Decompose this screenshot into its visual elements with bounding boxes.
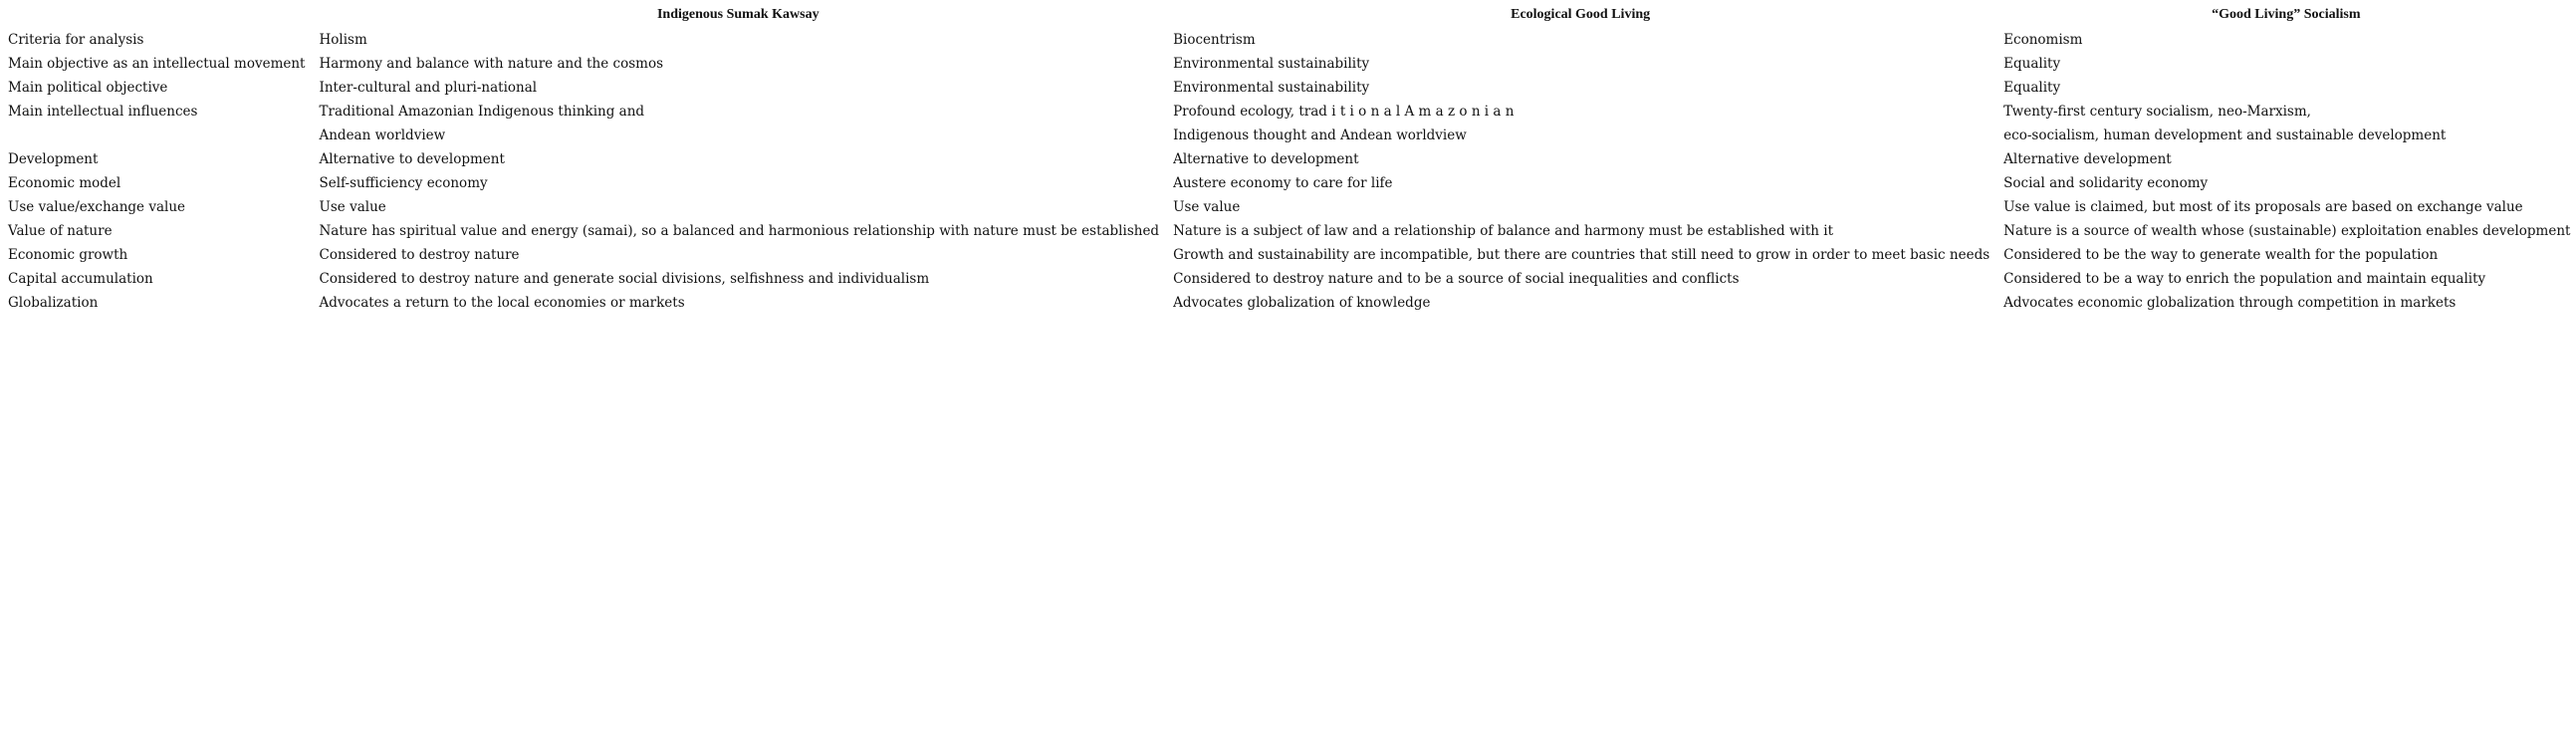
- cell-sumak-kawsay: Traditional Amazonian Indigenous thinking and: [319, 104, 645, 120]
- table-row: [0, 76, 2576, 100]
- cell-socialism: Social and solidarity economy: [2003, 175, 2209, 191]
- table-row: [0, 147, 2576, 171]
- cell-socialism: Alternative development: [2003, 151, 2172, 167]
- cell-ecological: Use value: [1173, 199, 1241, 215]
- row-criterion: Main objective as an intellectual movement: [8, 56, 306, 72]
- comparison-table: [0, 6, 2576, 315]
- table-row: [0, 243, 2576, 267]
- table-header: [0, 6, 2576, 28]
- cell-socialism: Economism: [2003, 32, 2083, 48]
- cell-ecological: Nature is a subject of law and a relationship of balance and harmony must be established with it: [1173, 223, 1834, 239]
- cell-sumak-kawsay: Considered to destroy nature and generate social divisions, selfishness and individualism: [319, 271, 930, 287]
- cell-sumak-kawsay: Considered to destroy nature: [319, 247, 520, 263]
- row-criterion: Economic growth: [8, 247, 128, 263]
- cell-ecological: Advocates globalization of knowledge: [1173, 295, 1431, 311]
- cell-ecological: Environmental sustainability: [1173, 80, 1370, 96]
- cell-sumak-kawsay: Harmony and balance with nature and the cosmos: [319, 56, 663, 72]
- cell-ecological: Biocentrism: [1173, 32, 1256, 48]
- cell-socialism: Nature is a source of wealth whose (sustainable) exploitation enables development: [2003, 223, 2571, 239]
- cell-socialism: Twenty-first century socialism, neo-Marxism,: [2003, 104, 2311, 120]
- header-ecological-good-living: Ecological Good Living: [1511, 7, 1651, 22]
- header-indigenous-sumak-kawsay: Indigenous Sumak Kawsay: [656, 7, 820, 22]
- cell-ecological: Alternative to development: [1173, 151, 1359, 167]
- row-criterion: Economic model: [8, 175, 121, 191]
- table-row: [0, 195, 2576, 219]
- table-row: [0, 28, 2576, 52]
- cell-socialism: Use value is claimed, but most of its proposals are based on exchange value: [2003, 199, 2523, 215]
- table-body: [0, 28, 2576, 315]
- cell-ecological: Indigenous thought and Andean worldview: [1173, 127, 1467, 143]
- cell-sumak-kawsay: Advocates a return to the local economies or markets: [319, 295, 685, 311]
- table-row: [0, 219, 2576, 243]
- cell-socialism: Considered to be a way to enrich the population and maintain equality: [2003, 271, 2486, 287]
- cell-sumak-kawsay: Use value: [319, 199, 386, 215]
- cell-sumak-kawsay: Andean worldview: [319, 127, 446, 143]
- row-criterion: Criteria for analysis: [8, 32, 144, 48]
- table-row: [0, 124, 2576, 147]
- row-criterion: Capital accumulation: [8, 271, 153, 287]
- cell-socialism: Equality: [2003, 80, 2061, 96]
- cell-sumak-kawsay: Holism: [319, 32, 367, 48]
- table-row: [0, 100, 2576, 124]
- table-row: [0, 52, 2576, 76]
- table-row: [0, 267, 2576, 291]
- cell-socialism: Advocates economic globalization through competition in markets: [2003, 295, 2457, 311]
- row-criterion: Development: [8, 151, 99, 167]
- row-criterion: Use value/exchange value: [8, 199, 186, 215]
- header-row: [0, 6, 2576, 28]
- cell-sumak-kawsay: Inter-cultural and pluri-national: [319, 80, 538, 96]
- cell-ecological: Considered to destroy nature and to be a source of social inequalities and conflicts: [1173, 271, 1740, 287]
- header-good-living-socialism: “Good Living” Socialism: [2212, 7, 2361, 22]
- cell-ecological: Environmental sustainability: [1173, 56, 1370, 72]
- row-criterion: Globalization: [8, 295, 99, 311]
- cell-sumak-kawsay: Self-sufficiency economy: [319, 175, 488, 191]
- row-criterion: Main political objective: [8, 80, 168, 96]
- cell-ecological: Austere economy to care for life: [1173, 175, 1393, 191]
- table-row: [0, 291, 2576, 315]
- cell-socialism: Equality: [2003, 56, 2061, 72]
- row-criterion: Value of nature: [8, 223, 113, 239]
- cell-socialism: eco-socialism, human development and sustainable development: [2003, 127, 2447, 143]
- row-criterion: Main intellectual influences: [8, 104, 198, 120]
- cell-ecological: Profound ecology, trad i t i o n a l A m a z o n i a n: [1173, 104, 1515, 120]
- cell-ecological: Growth and sustainability are incompatible, but there are countries that still need to grow in order to meet basic needs: [1173, 247, 1991, 263]
- table-row: [0, 171, 2576, 195]
- cell-sumak-kawsay: Nature has spiritual value and energy (samai), so a balanced and harmonious relationship with nature must be established: [319, 223, 1160, 239]
- cell-socialism: Considered to be the way to generate wealth for the population: [2003, 247, 2439, 263]
- row-criterion: [0, 124, 311, 147]
- cell-sumak-kawsay: Alternative to development: [319, 151, 505, 167]
- header-criteria: [0, 6, 311, 28]
